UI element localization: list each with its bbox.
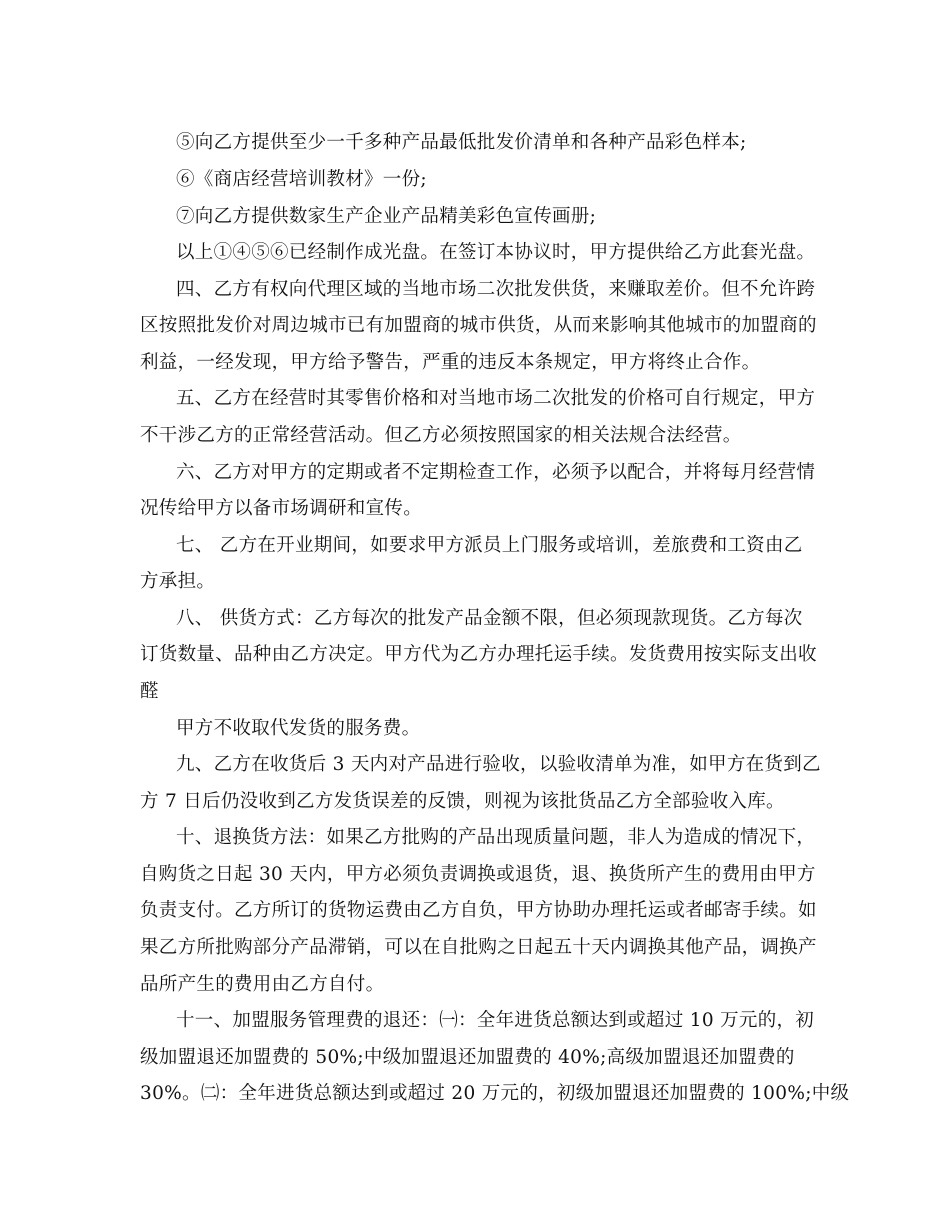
text-line: 方 7 日后仍没收到乙方发货误差的反馈，则视为该批货品乙方全部验收入库。 [140,791,785,812]
text-line: 况传给甲方以备市场调研和宣传。 [140,498,423,519]
text-line: ⑤向乙方提供至少一千多种产品最低批发价清单和各种产品彩色样本; [176,132,747,153]
text-line: 八、 供货方式：乙方每次的批发产品金额不限，但必须现款现货。乙方每次 [176,608,803,629]
text-line: 以上①④⑤⑥已经制作成光盘。在签订本协议时，甲方提供给乙方此套光盘。 [176,242,816,263]
text-line: ⑥《商店经营培训教材》一份; [176,169,427,190]
text-line: 负责支付。乙方所订的货物运费由乙方自负，甲方协助办理托运或者邮寄手续。如 [140,900,817,921]
text-line: 30%。㈡：全年进货总额达到或超过 20 万元的，初级加盟退还加盟费的 100%;中级 [140,1083,850,1104]
text-line: ⑦向乙方提供数家生产企业产品精美彩色宣传画册; [176,206,597,227]
text-line: 十、退换货方法：如果乙方批购的产品出现质量问题，非人为造成的情况下， [176,827,816,848]
text-line: 区按照批发价对周边城市已有加盟商的城市供货，从而来影响其他城市的加盟商的 [140,315,817,336]
text-line: 六、乙方对甲方的定期或者不定期检查工作，必须予以配合，并将每月经营情 [176,462,816,483]
text-line: 品所产生的费用由乙方自付。 [140,974,385,995]
text-line: 不干涉乙方的正常经营活动。但乙方必须按照国家的相关法规合法经营。 [140,425,742,446]
text-line: 订货数量、品种由乙方决定。甲方代为乙方办理托运手续。发货费用按实际支出收 [140,644,817,665]
text-line: 自购货之日起 30 天内，甲方必须负责调换或退货，退、换货所产生的费用由甲方 [140,864,816,885]
text-line: 甲方不收取代发货的服务费。 [176,718,421,739]
text-line: 七、 乙方在开业期间，如要求甲方派员上门服务或培训，差旅费和工资由乙 [176,535,803,556]
text-line: 十一、加盟服务管理费的退还：㈠：全年进货总额达到或超过 10 万元的，初 [176,1010,815,1031]
text-line: 九、乙方在收货后 3 天内对产品进行验收，以验收清单为准，如甲方在货到乙 [176,754,821,775]
text-line: 利益，一经发现，甲方给予警告，严重的违反本条规定，甲方将终止合作。 [140,352,761,373]
text-line: 方承担。 [140,571,216,592]
text-line: 醛 [140,681,159,702]
text-line: 五、乙方在经营时其零售价格和对当地市场二次批发的价格可自行规定，甲方 [176,388,816,409]
text-line: 级加盟退还加盟费的 50%;中级加盟退还加盟费的 40%;高级加盟退还加盟费的 [140,1047,795,1068]
text-line: 果乙方所批购部分产品滞销，可以在自批购之日起五十天内调换其他产品，调换产 [140,937,817,958]
text-line: 四、乙方有权向代理区域的当地市场二次批发供货，来赚取差价。但不允许跨 [176,279,816,300]
